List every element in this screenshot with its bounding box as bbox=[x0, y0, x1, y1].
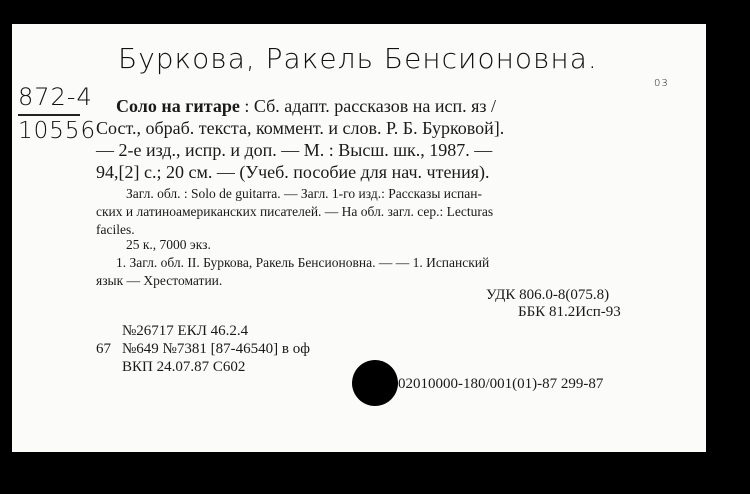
card-punch-hole bbox=[352, 360, 398, 406]
note-line-2: ских и латиноамериканских писателей. — На обл. загл. сер.: Lecturas bbox=[96, 204, 494, 219]
handwritten-shelf-code: 872-4 bbox=[18, 83, 93, 111]
handwritten-author-name: Буркова, Ракель Бенсионовна. bbox=[118, 42, 598, 75]
bbk-code: ББК 81.2Исп-93 bbox=[518, 304, 621, 320]
shelf-code-underline bbox=[18, 114, 80, 116]
catalog-card bbox=[12, 24, 706, 452]
bottom-code: 02010000-180/001(01)-87 299-87 bbox=[398, 376, 604, 392]
price-line: 25 к., 7000 экз. bbox=[126, 237, 211, 252]
print-code-line-3: ВКП 24.07.87 С602 bbox=[122, 359, 246, 375]
entry-line-1-rest: : Сб. адапт. рассказов на исп. яз / bbox=[244, 96, 496, 116]
print-code-line-2: №649 №7381 [87-46540] в оф bbox=[122, 341, 310, 357]
note-line-1: Загл. обл. : Solo de guitarra. — Загл. 1-го изд.: Рассказы испан- bbox=[126, 186, 482, 201]
entry-line-2: Сост., обраб. текста, коммент. и слов. Р. Б. Бурковой]. bbox=[96, 118, 505, 138]
entry-line-1 bbox=[116, 97, 496, 115]
entry-line-3: — 2-е изд., испр. и доп. — М. : Высш. шк., 1987. — bbox=[96, 140, 493, 160]
udk-code: УДК 806.0-8(075.8) bbox=[486, 287, 610, 303]
entry-title: Соло на гитаре bbox=[116, 96, 240, 116]
entry-line-4: 94,[2] с.; 20 см. — (Учеб. пособие для нач. чтения). bbox=[96, 162, 490, 182]
note-line-3: faciles. bbox=[96, 222, 135, 237]
tracing-line-1: 1. Загл. обл. II. Буркова, Ракель Бенсионовна. — — 1. Испанский bbox=[116, 255, 490, 270]
print-code-line-1: №26717 ЕКЛ 46.2.4 bbox=[122, 323, 249, 339]
print-code-prefix: 67 bbox=[96, 341, 111, 357]
tracing-line-2: язык — Хрестоматии. bbox=[96, 273, 223, 288]
handwritten-inventory-number: 10556 bbox=[18, 118, 97, 144]
handwritten-corner-mark: 03 bbox=[654, 78, 669, 89]
